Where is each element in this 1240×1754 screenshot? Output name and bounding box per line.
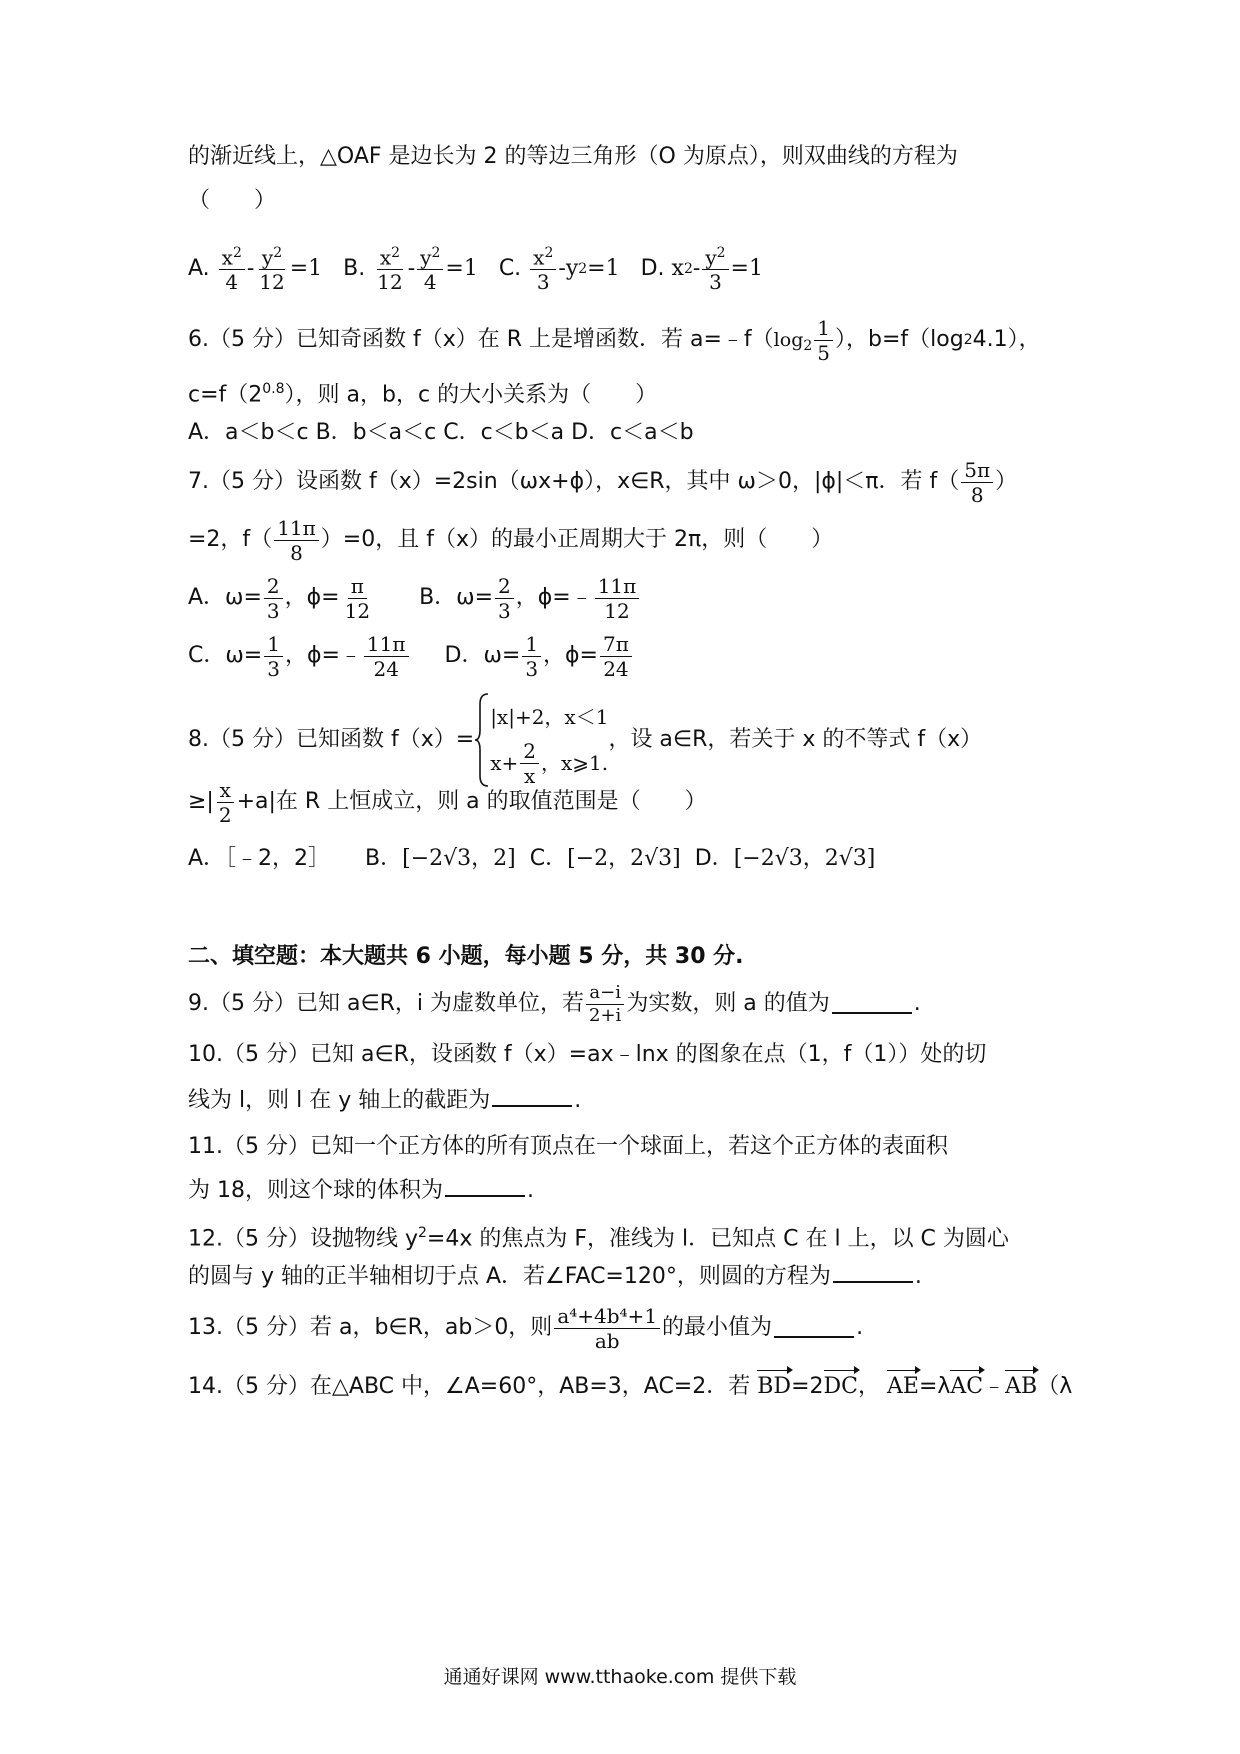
q6-frac: $\frac{1}{5}$ bbox=[814, 318, 833, 363]
q5-line1: 的渐近线上，△OAF 是边长为 2 的等边三角形（O 为原点），则双曲线的方程为 bbox=[188, 144, 958, 169]
q5-a-frac1: $\frac{x^2}{4}$ bbox=[219, 246, 245, 293]
q5-options: A. $\frac{x^2}{4}$ - $\frac{y^2}{12}$ =1 B. $\frac{x^2}{12}$ - $\frac{y^2}{4}$ =1 C. $\frac{x^2}{3}$ - y 2 =1 D. x 2 - $\frac{y^2}{3}$ =1 bbox=[188, 244, 763, 295]
brace-icon bbox=[474, 692, 490, 788]
answer-blank[interactable] bbox=[833, 1263, 913, 1283]
q7-line2: =2，f（ $\frac{11\pi}{8}$ ）=0，且 f（x）的最小正周期大于 2π，则（ ） bbox=[188, 515, 834, 565]
q6-line2: $c=f(2^{0.8})$，则 a，b，c 的大小关系为（ ） bbox=[188, 381, 658, 408]
q5-option-b-label: B. bbox=[343, 256, 366, 281]
q8-options: A．［﹣2，2］ B．[−2√3，2] C．[−2，2√3] D．[−2√3，2√3] bbox=[188, 846, 876, 871]
answer-blank[interactable] bbox=[774, 1318, 854, 1338]
q5-a-frac2: $\frac{y^2}{12}$ bbox=[259, 244, 285, 295]
page-footer: 通通好课网 www.tthaoke.com 提供下载 bbox=[443, 1666, 797, 1688]
q5-option-c-label: C. bbox=[498, 256, 522, 281]
q8-line1: 8.（5 分）已知函数 f（x）= |x|+2，x＜1 x+ $\frac{2}{x}$ ，x⩾1. ，设 a∈R，若关于 x 的不等式 f（x） bbox=[188, 690, 982, 790]
section-heading: 二、填空题：本大题共 6 小题，每小题 5 分，共 30 分. bbox=[188, 944, 744, 969]
q7-options-ab: A．ω= $\frac{2}{3}$ ，ϕ= $\frac{\pi}{12}$ B．ω= $\frac{2}{3}$ ，ϕ=﹣ $\frac{11\pi}{12}$ bbox=[188, 576, 641, 620]
q7-options-cd: C．ω= $\frac{1}{3}$ ，ϕ=﹣ $\frac{11\pi}{24}$ D．ω= $\frac{1}{3}$ ，ϕ= $\frac{7\pi}{24}$ bbox=[188, 634, 634, 678]
q5-d-frac: $\frac{y^2}{3}$ bbox=[702, 246, 728, 293]
answer-blank[interactable] bbox=[445, 1177, 525, 1197]
q6-line1: 6.（5 分）已知奇函数 f（x）在 R 上是增函数．若 a=﹣f（ log $_2$ $\frac{1}{5}$ ），b=f（log 2 4.1）， bbox=[188, 315, 1041, 365]
q5-b-frac1: $\frac{x^2}{12}$ bbox=[377, 244, 403, 295]
q10-line2: 线为 l，则 l 在 y 轴上的截距为 . bbox=[188, 1088, 582, 1113]
q5-paren: （ ） bbox=[188, 188, 277, 213]
q11-line1: 11.（5 分）已知一个正方体的所有顶点在一个球面上，若这个正方体的表面积 bbox=[188, 1134, 948, 1159]
q11-line2: 为 18，则这个球的体积为 . bbox=[188, 1178, 534, 1203]
q5-b-frac2: $\frac{y^2}{4}$ bbox=[417, 246, 443, 293]
q14: 14.（5 分）在△ABC 中，∠A=60°，AB=3，AC=2．若 BD=2DC， AE=λAC﹣AB（λ bbox=[188, 1372, 1072, 1402]
q12-line2: 的圆与 y 轴的正半轴相切于点 A．若∠FAC=120°，则圆的方程为 . bbox=[188, 1264, 922, 1289]
q12-line1: 12.（5 分）设抛物线 $y^2=4x$ 的焦点为 F，准线为 l．已知点 C 在 l 上，以 C 为圆心 bbox=[188, 1225, 1009, 1252]
q10-line1: 10.（5 分）已知 a∈R，设函数 f（x）=ax﹣lnx 的图象在点（1，f（1））处的切 bbox=[188, 1042, 987, 1067]
q8-piecewise: |x|+2，x＜1 x+ $\frac{2}{x}$ ，x⩾1. bbox=[474, 692, 608, 788]
q8-line2: ≥| $\frac{x}{2}$ +a|在 R 上恒成立，则 a 的取值范围是（ ） bbox=[188, 777, 707, 827]
q5-option-a-label: A. bbox=[188, 256, 210, 281]
q5-c-frac1: $\frac{x^2}{3}$ bbox=[530, 246, 556, 293]
q6-options: A．a＜b＜c B．b＜a＜c C．c＜b＜a D．c＜a＜b bbox=[188, 420, 694, 445]
q7-line1: 7.（5 分）设函数 f（x）=2sin（ωx+ϕ），x∈R，其中 ω＞0，|ϕ|＜π．若 f（ $\frac{5\pi}{8}$ ） bbox=[188, 457, 1018, 507]
answer-blank[interactable] bbox=[832, 994, 912, 1014]
q13: 13.（5 分）若 a，b∈R，ab＞0，则 $\frac{\text{a⁴+4b⁴+1}}{ab}$ 的最小值为 . bbox=[188, 1303, 864, 1353]
q5-option-d-label: D. bbox=[640, 256, 665, 281]
q9: 9.（5 分）已知 a∈R，i 为虚数单位，若 $\frac{a-i}{2+i}$ 为实数，则 a 的值为 . bbox=[188, 981, 921, 1026]
answer-blank[interactable] bbox=[492, 1087, 572, 1107]
